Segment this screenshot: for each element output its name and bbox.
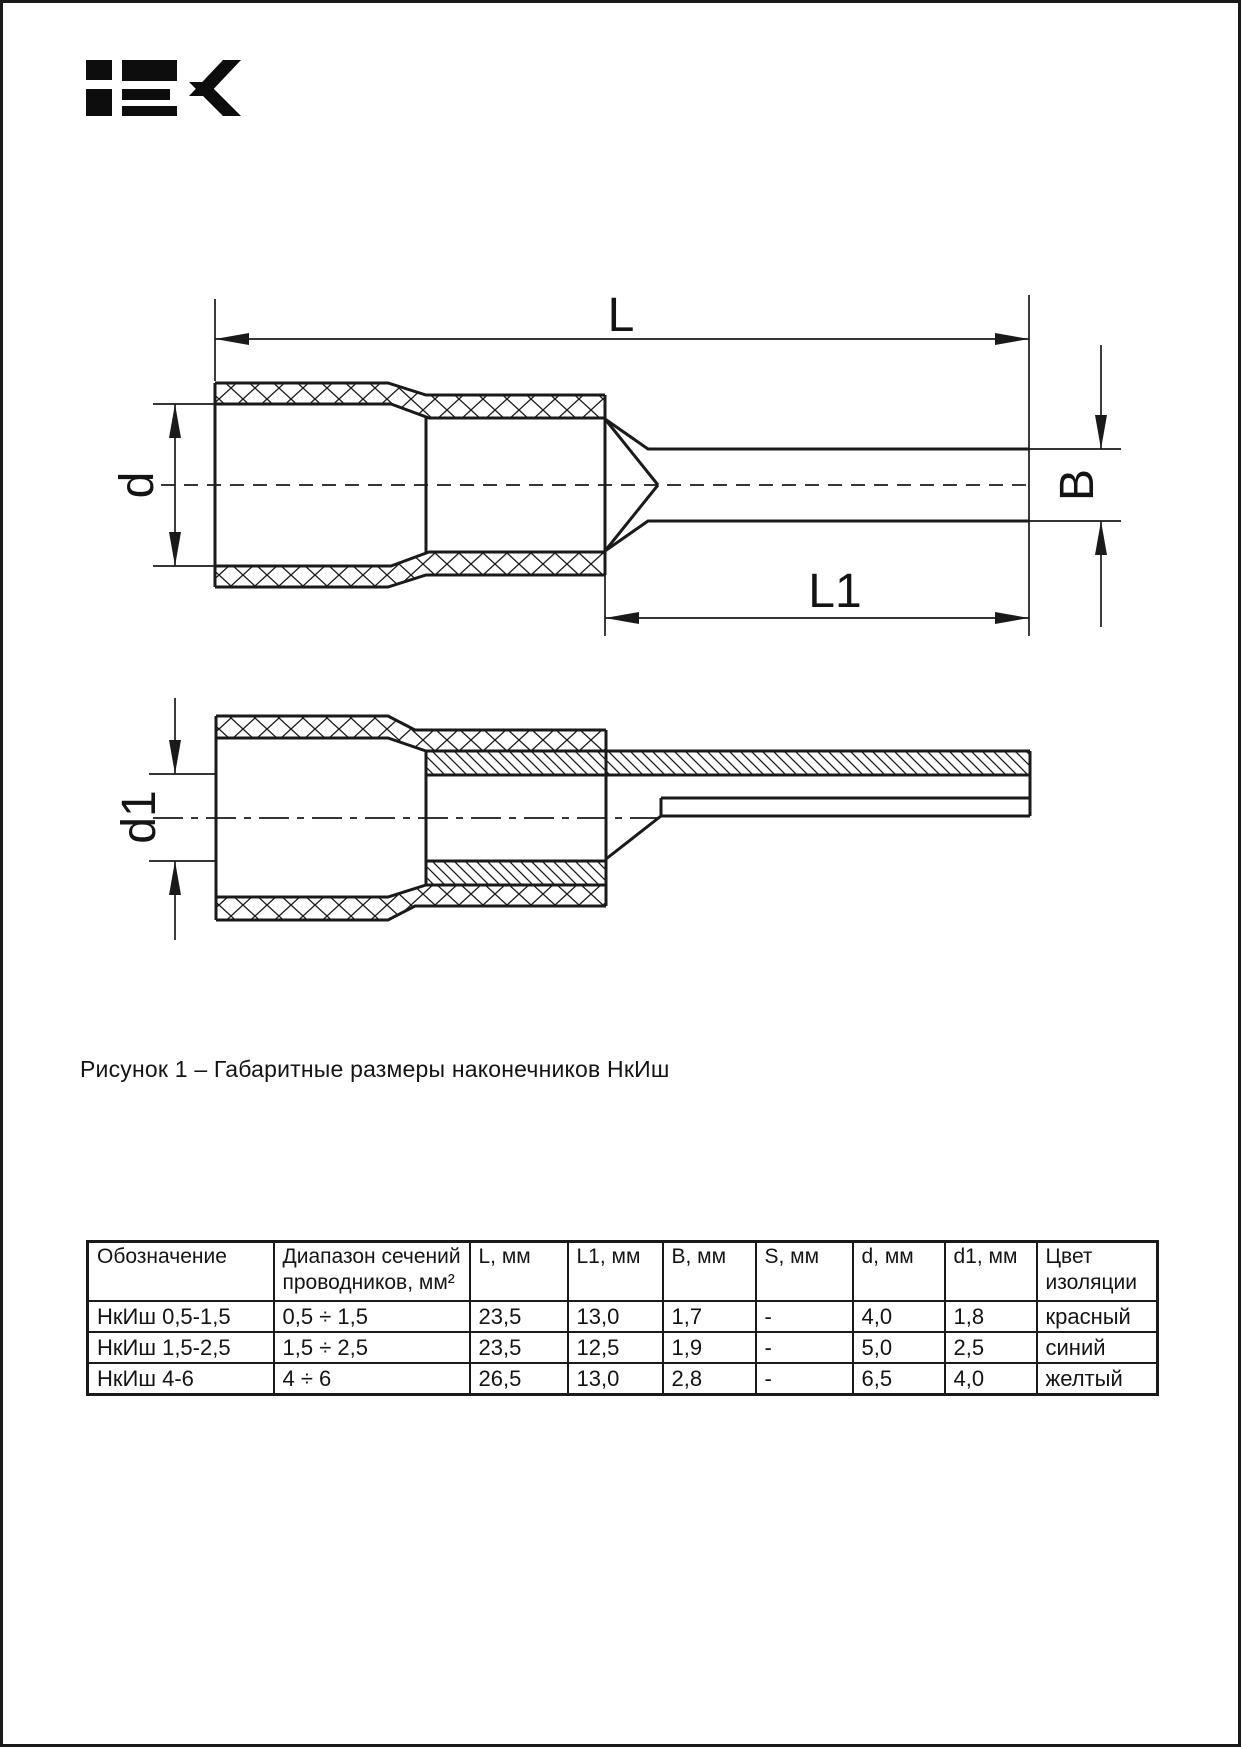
figure-caption: Рисунок 1 – Габаритные размеры наконечников НкИш bbox=[80, 1056, 670, 1082]
header-S: S, мм bbox=[756, 1242, 853, 1302]
logo-e-mid-bar bbox=[122, 89, 170, 100]
header-designation: Обозначение bbox=[88, 1242, 274, 1302]
dim-label-L1: L1 bbox=[808, 565, 862, 618]
cell-d: 6,5 bbox=[853, 1363, 945, 1395]
cell-S: - bbox=[756, 1332, 853, 1363]
cell-B: 1,7 bbox=[663, 1301, 756, 1332]
header-section-range: Диапазон сечений проводников, мм² bbox=[274, 1242, 470, 1302]
header-d: d, мм bbox=[853, 1242, 945, 1302]
top-view-drawing bbox=[153, 716, 1030, 920]
header-L1: L1, мм bbox=[568, 1242, 663, 1302]
cell-d1: 1,8 bbox=[945, 1301, 1037, 1332]
header-B: B, мм bbox=[663, 1242, 756, 1302]
technical-drawing bbox=[3, 3, 1241, 1003]
cell-d1: 2,5 bbox=[945, 1332, 1037, 1363]
cell-L1: 13,0 bbox=[568, 1363, 663, 1395]
cell-L1: 12,5 bbox=[568, 1332, 663, 1363]
cell-L: 23,5 bbox=[470, 1332, 568, 1363]
cell-L1: 13,0 bbox=[568, 1301, 663, 1332]
cell-S: - bbox=[756, 1301, 853, 1332]
dimensions-table bbox=[86, 1240, 1159, 1396]
table-row bbox=[88, 1332, 1158, 1363]
logo-i-dot bbox=[86, 60, 112, 80]
cell-designation: НкИш 0,5-1,5 bbox=[88, 1301, 274, 1332]
dim-label-L: L bbox=[607, 289, 635, 342]
logo-e-top-bar bbox=[122, 60, 177, 81]
dim-label-d1: d1 bbox=[113, 790, 166, 844]
table-row bbox=[88, 1363, 1158, 1395]
cell-L: 23,5 bbox=[470, 1301, 568, 1332]
table-row bbox=[88, 1301, 1158, 1332]
dim-label-B: B bbox=[1051, 468, 1104, 502]
cell-S: - bbox=[756, 1363, 853, 1395]
cell-color: красный bbox=[1037, 1301, 1158, 1332]
cell-designation: НкИш 4-6 bbox=[88, 1363, 274, 1395]
side-view-drawing bbox=[161, 383, 1033, 587]
cell-range: 4 ÷ 6 bbox=[274, 1363, 470, 1395]
cell-B: 1,9 bbox=[663, 1332, 756, 1363]
cell-range: 0,5 ÷ 1,5 bbox=[274, 1301, 470, 1332]
cell-color: синий bbox=[1037, 1332, 1158, 1363]
cell-d: 5,0 bbox=[853, 1332, 945, 1363]
metal-wall-hatch-bottom bbox=[426, 861, 606, 885]
sleeve2-inner-top bbox=[216, 738, 426, 751]
logo-e-bottom-bar bbox=[122, 106, 177, 116]
crimp-transition bbox=[606, 816, 661, 859]
cell-designation: НкИш 1,5-2,5 bbox=[88, 1332, 274, 1363]
cell-L: 26,5 bbox=[470, 1363, 568, 1395]
iek-logo bbox=[86, 60, 241, 116]
pin-bottom-edge bbox=[605, 521, 1029, 551]
table-header-row bbox=[88, 1242, 1158, 1302]
cell-color: желтый bbox=[1037, 1363, 1158, 1395]
dim-label-d: d bbox=[111, 471, 164, 499]
logo-i-stem bbox=[86, 89, 112, 116]
cell-d: 4,0 bbox=[853, 1301, 945, 1332]
header-d1: d1, мм bbox=[945, 1242, 1037, 1302]
pin-top-edge bbox=[605, 419, 1029, 449]
cell-B: 2,8 bbox=[663, 1363, 756, 1395]
header-color: Цвет изоляции bbox=[1037, 1242, 1158, 1302]
cell-d1: 4,0 bbox=[945, 1363, 1037, 1395]
header-L: L, мм bbox=[470, 1242, 568, 1302]
sleeve2-inner-bottom bbox=[216, 885, 426, 897]
cell-range: 1,5 ÷ 2,5 bbox=[274, 1332, 470, 1363]
metal-wall-hatch-top bbox=[426, 751, 1030, 775]
